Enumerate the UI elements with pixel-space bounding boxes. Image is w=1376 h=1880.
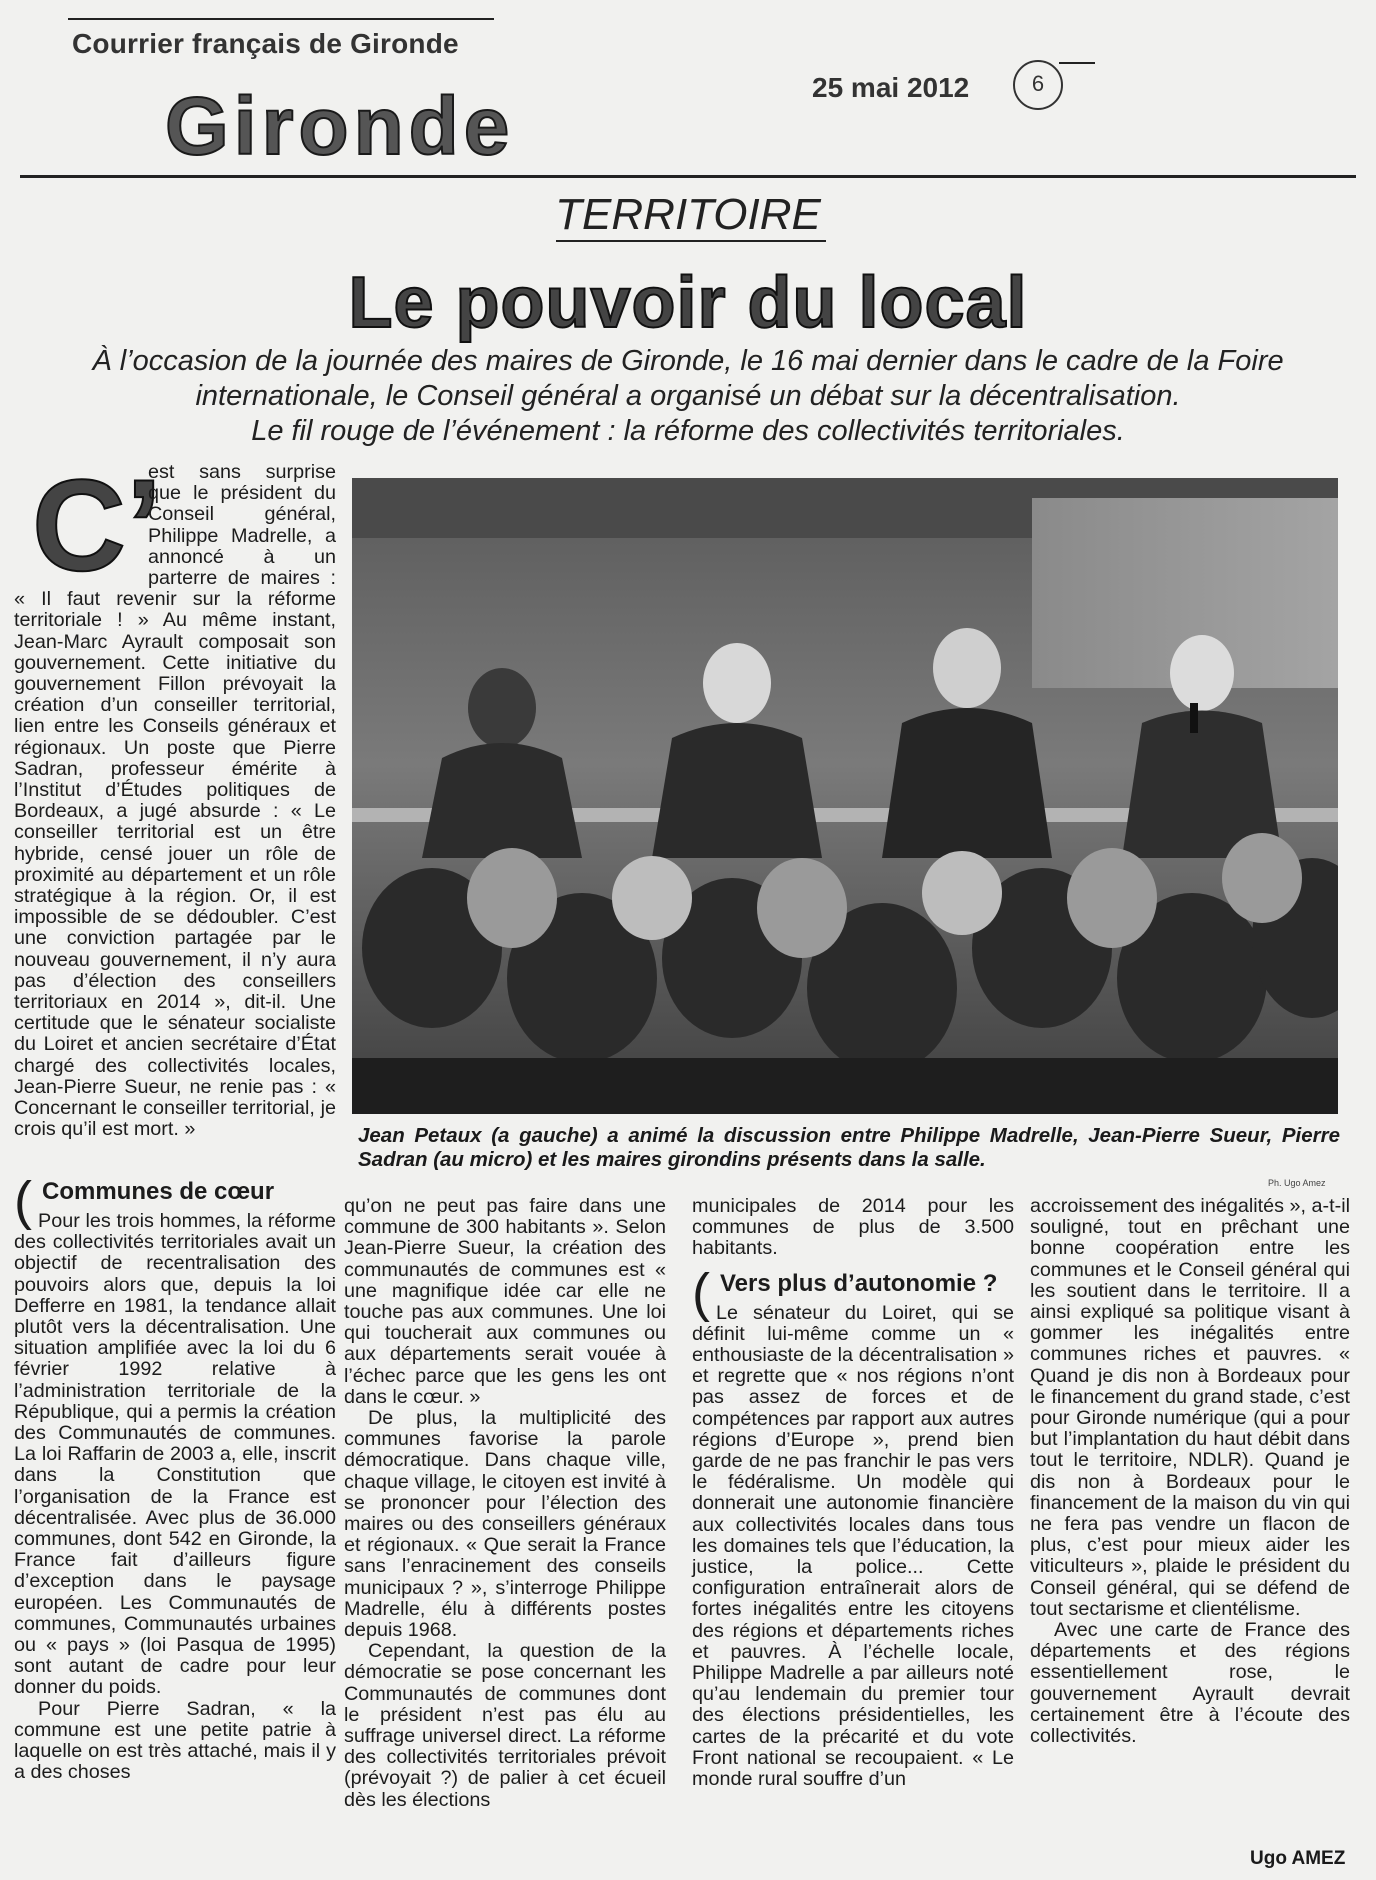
article-standfirst	[40, 344, 1336, 449]
author-signature: Ugo AMEZ	[1250, 1848, 1346, 1869]
rubric-label: TERRITOIRE	[555, 190, 821, 239]
standfirst-line: Le fil rouge de l’événement : la réforme des collectivités territoriales.	[251, 415, 1125, 447]
article-column-1-intro	[14, 452, 336, 1162]
body-paragraph: Le sénateur du Loiret, qui se définit lui-même comme un « enthousiaste de la décentralisation » et regrette que « nos régions n’ont pas assez de forces et de compétences par rapport aux autres régions d’Europe », prend bien garde de ne pas franchir le pas vers le fédéralisme. Un modèle qui donnerait une autonomie financière aux collectivités locales dans tous les domaines tels que l’éducation, la justice, la police... Cette configuration entraînerait alors de fortes inégalités entre les citoyens des régions et départements riches et pauvres. À l’échelle locale, Philippe Madrelle a par ailleurs noté qu’au lendemain du premier tour des élections présidentielles, les cartes de la précarité et du vote Front national se recoupaient. « Le monde rural souffre d’un	[692, 1301, 1014, 1791]
subhead-autonomie	[692, 1262, 1014, 1323]
article-column-4	[1030, 1196, 1350, 1747]
subhead-text: Vers plus d’autonomie ?	[720, 1269, 998, 1297]
page-number: 6	[1013, 60, 1063, 110]
body-paragraph: Cependant, la question de la démocratie se pose concernant les Communautés de communes dont le président n’est pas élu au suffrage universel direct. La réforme des collectivités territoriales prévoit (prévoyait ?) de palier à cet écueil dès les élections	[344, 1640, 666, 1811]
body-paragraph: Pour Pierre Sadran, « la commune est une petite patrie à laquelle on est très attaché, mais il y a des choses	[14, 1697, 336, 1784]
dropcap-space	[14, 462, 148, 586]
body-paragraph: accroissement des inégalités », a-t-il souligné, tout en prêchant une bonne coopération entre les communes et le Conseil général qui les soutient dans le territoire. Il a ainsi expliqué sa politique visant à gommer les inégalités entre communes riches et pauvres. « Quand je dis non à Bordeaux pour le financement du grand stade, c’est pour Gironde numérique (qui a pour but l’implantation du haut débit dans tout le territoire, NDLR). Quand je dis non à Bordeaux pour le financement de la maison du vin qui ne fera pas vendre un flacon de plus, c’est pour mieux aider les viticulteurs », plaide le président du Conseil général, qui se défend de tout sectarisme et clientélisme.	[1030, 1195, 1350, 1620]
top-rule	[68, 18, 494, 20]
page-number-rule	[1059, 62, 1095, 64]
subhead-bracket: (	[14, 1171, 32, 1231]
article-headline: Le pouvoir du local	[348, 263, 1028, 343]
body-paragraph: Pour les trois hommes, la réforme des collectivités territoriales avait un objectif de recentralisation des pouvoirs alors que, depuis la loi Defferre en 1981, la tendance allait plutôt vers la décentralisation. Une situation amplifiée avec la loi du 6 février 1992 relative à l’administration territoriale de la République, qui a permis la création des Communautés de communes. La loi Raffarin de 2003 a, elle, inscrit dans la Constitution que l’organisation de la France est décentralisée. Avec plus de 36.000 communes, dont 542 en Gironde, la France fait d’ailleurs figure d’exception dans le paysage européen. Les Communautés de communes, Communautés urbaines ou « pays » (loi Pasqua de 1995) sont autant de cadre pour leur donner du poids.	[14, 1210, 336, 1699]
article-column-2	[344, 1196, 666, 1811]
rubric-underline	[556, 240, 826, 242]
photo-caption: Jean Petaux (a gauche) a animé la discussion entre Philippe Madrelle, Jean-Pierre Sueur, Pierre Sadran (au micro) et les maires girondins présents dans la salle.	[358, 1124, 1340, 1171]
photo-credit: Ph. Ugo Amez	[1268, 1178, 1326, 1188]
drop-cap: C’	[32, 452, 162, 598]
body-paragraph: municipales de 2014 pour les communes de plus de 3.500 habitants.	[692, 1195, 1014, 1260]
publication-name: Courrier français de Gironde	[72, 28, 459, 59]
section-title: Gironde	[165, 81, 515, 172]
issue-date: 25 mai 2012	[812, 72, 970, 103]
body-paragraph: Avec une carte de France des départements et des régions essentiellement rose, le gouvernement Ayrault devrait certainement être à l’écoute des collectivités.	[1030, 1619, 1350, 1748]
body-paragraph: qu’on ne peut pas faire dans une commune de 300 habitants ». Selon Jean-Pierre Sueur, la création des communautés de communes est « une magnifique idée car elle ne touche pas aux communes. Une loi qui toucherait aux communes ou aux départements serait vouée à l’échec parce que les gens les ont dans le cœur. »	[344, 1195, 666, 1408]
subhead-text: Communes de cœur	[42, 1178, 275, 1205]
event-photo	[352, 478, 1338, 1114]
standfirst-line: internationale, le Conseil général a organisé un débat sur la décentralisation.	[195, 380, 1181, 412]
body-paragraph: De plus, la multiplicité des communes favorise la parole démocratique. Dans chaque ville, chaque village, le citoyen est invité à se prononcer pour l’élection des maires ou des conseillers généraux et régionaux. « Que serait la France sans l’enracinement des conseils municipaux ? », s’interroge Philippe Madrelle, élu à différents postes depuis 1968.	[344, 1407, 666, 1642]
subhead-bracket: (	[692, 1262, 710, 1323]
masthead-rule	[20, 175, 1356, 178]
intro-paragraph: est sans surprise que le président du Conseil général, Philippe Madrelle, a annoncé à un parterre de maires : « Il faut revenir sur la réforme territoriale ! » Au même instant, Jean-Marc Ayrault composait son gouvernement. Cette initiative du gouvernement Fillon prévoyait la création d’un conseiller territorial, lien entre les Conseils généraux et régionaux. Un poste que Pierre Sadran, professeur émérite à l’Institut d’Études politiques de Bordeaux, a jugé absurde : « Le conseiller territorial est un être hybride, censé jouer un rôle de proximité au département et un rôle stratégique à la région. Or, il est impossible de se dédoubler. C’est une conviction partagée par le nouveau gouvernement, il n’y aura pas d’élection des conseillers territoriaux en 2014 », dit-il. Une certitude que le sénateur socialiste du Loiret et ancien secrétaire d’État chargé des collectivités locales, Jean-Pierre Sueur, ne renie pas : « Concernant le conseiller territorial, je crois qu’il est mort. »	[14, 461, 336, 1141]
article-column-3	[692, 1196, 1014, 1790]
subhead-communes	[14, 1171, 336, 1231]
standfirst-line: À l’occasion de la journée des maires de Gironde, le 16 mai dernier dans le cadre de la Foire	[92, 345, 1284, 377]
article-column-1	[14, 1168, 336, 1783]
